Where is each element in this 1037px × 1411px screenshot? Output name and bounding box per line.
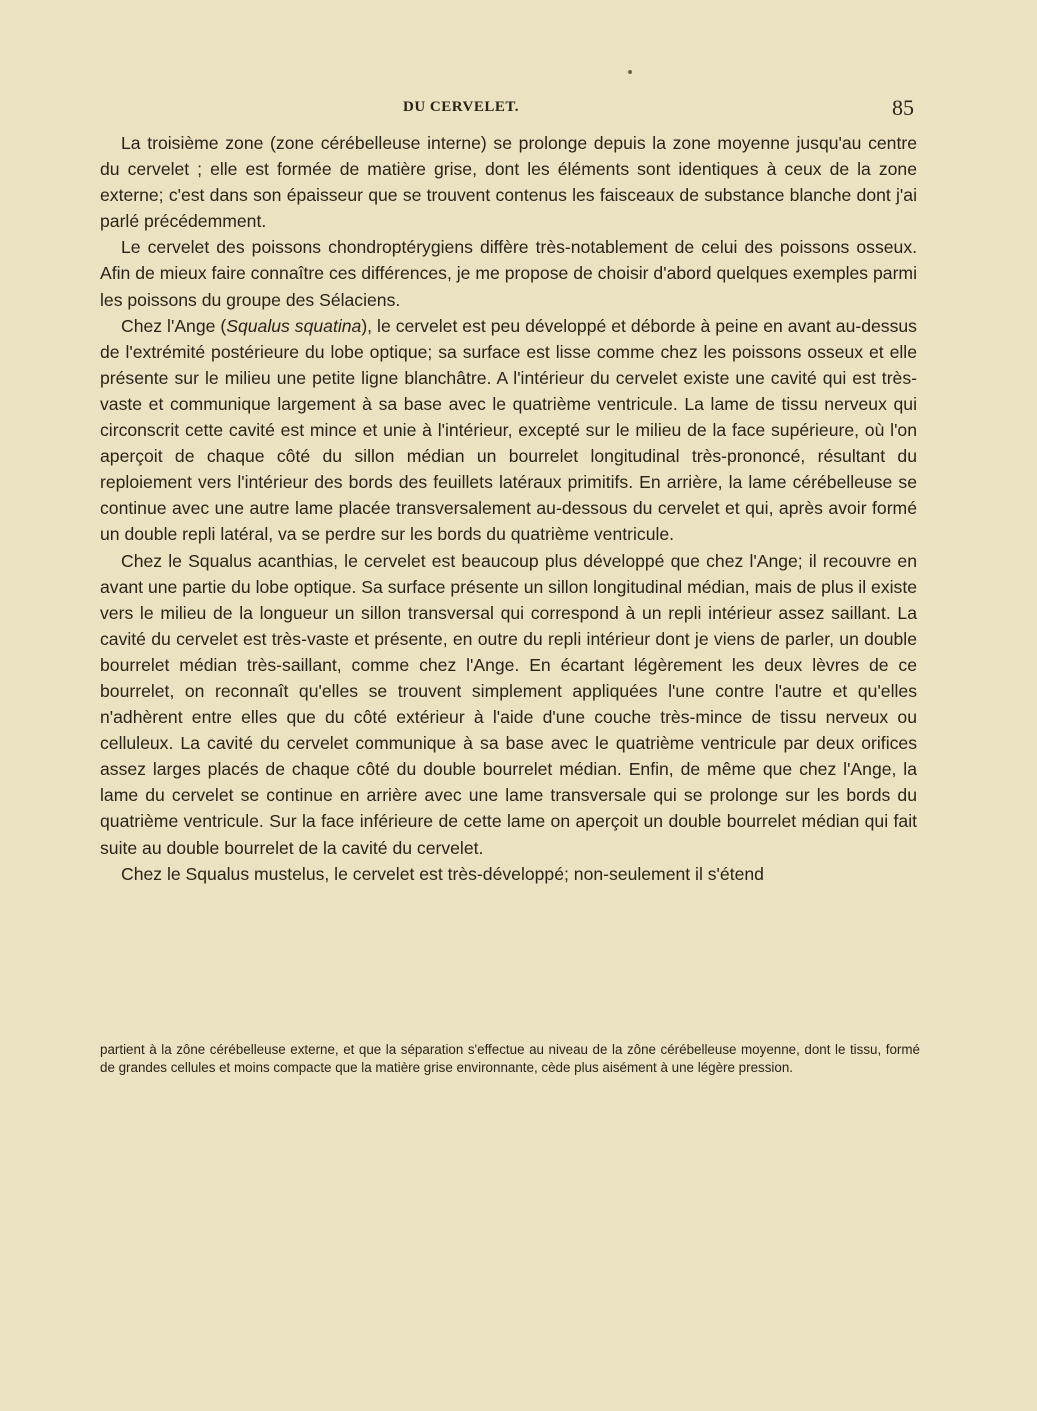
paragraph-squalus-mustelus: Chez le Squalus mustelus, le cervelet est très-développé; non-seulement il s'étend <box>121 863 764 884</box>
footnote <box>100 1041 920 1077</box>
printing-dot <box>628 70 632 74</box>
paragraph-third-zone: La troisième zone (zone cérébelleuse interne) se prolonge depuis la zone moyenne jusqu'au centre du cervelet ; elle est formée de matière grise, dont les éléments sont identiques à ceux de la zone externe; c'est dans son épaisseur que se trouvent contenus les faisceaux de substance blanche dont j'ai parlé précédemment. <box>100 133 917 232</box>
ange-lead: Chez l'Ange ( <box>121 315 227 336</box>
paragraph-squalus-acanthias: Chez le Squalus acanthias, le cervelet est beaucoup plus développé que chez l'Ange; il recouvre en avant une partie du lobe optique. Sa surface présente un sillon longitudinal médian, mais de plus il existe vers le milieu de la longueur un sillon transversal qui correspond à un repli intérieur assez saillant. La cavité du cervelet est très-vaste et présente, en outre du repli intérieur dont je viens de parler, un double bourrelet médian très-saillant, comme chez l'Ange. En écartant légèrement les deux lèvres de ce bourrelet, on reconnaît qu'elles se trouvent simplement appliquées l'une contre l'autre et qu'elles n'adhèrent entre elles que du côté extérieur à l'aide d'une couche très-mince de tissu nerveux ou celluleux. La cavité du cervelet communique à sa base avec le quatrième ventricule par deux orifices assez larges placés de chaque côté du double bourrelet médian. Enfin, de même que chez l'Ange, la lame du cervelet se continue en arrière avec une lame transversale qui se prolonge sur les bords du quatrième ventricule. Sur la face inférieure de cette lame on aperçoit un double bourrelet médian qui fait suite au double bourrelet de la cavité du cervelet. <box>100 550 917 858</box>
ange-rest: ), le cervelet est peu développé et déborde à peine en avant au-dessus de l'extrémité postérieure du lobe optique; sa surface est lisse comme chez les poissons osseux et elle présente sur le milieu une petite ligne blanchâtre. A l'intérieur du cervelet existe une cavité qui est très-vaste et communique largement à sa base avec le quatrième ventricule. La lame de tissu nerveux qui circonscrit cette cavité est mince et unie à l'intérieur, excepté sur le milieu de la face supérieure, où l'on aperçoit de chaque côté du sillon médian un bourrelet longitudinal très-prononcé, résultant du reploiement vers l'intérieur des bords des feuillets latéraux primitifs. En arrière, la lame cérébelleuse se continue avec une autre lame placée transversalement au-dessous du cervelet et qui, après avoir formé un double repli latéral, va se perdre sur les bords du quatrième ventricule. <box>100 315 917 545</box>
running-title: DU CERVELET. <box>403 99 520 115</box>
page-number: 85 <box>892 95 914 120</box>
main-text <box>100 130 917 887</box>
paragraph-ange <box>100 313 917 548</box>
footnote-text: partient à la zône cérébelleuse externe, et que la séparation s'effectue au niveau de la zône cérébelleuse moyenne, dont le tissu, formé de grandes cellules et moins compacte que la matière grise environnante, cède plus aisément à une légère pression. <box>100 1042 920 1075</box>
species-name: Squalus squatina <box>226 315 362 336</box>
paragraph-chondropterygians: Le cervelet des poissons chondroptérygiens diffère très-notablement de celui des poissons osseux. Afin de mieux faire connaître ces différences, je me propose de choisir d'abord quelques exemples parmi les poissons du groupe des Sélaciens. <box>100 237 917 310</box>
page-header <box>100 95 920 123</box>
